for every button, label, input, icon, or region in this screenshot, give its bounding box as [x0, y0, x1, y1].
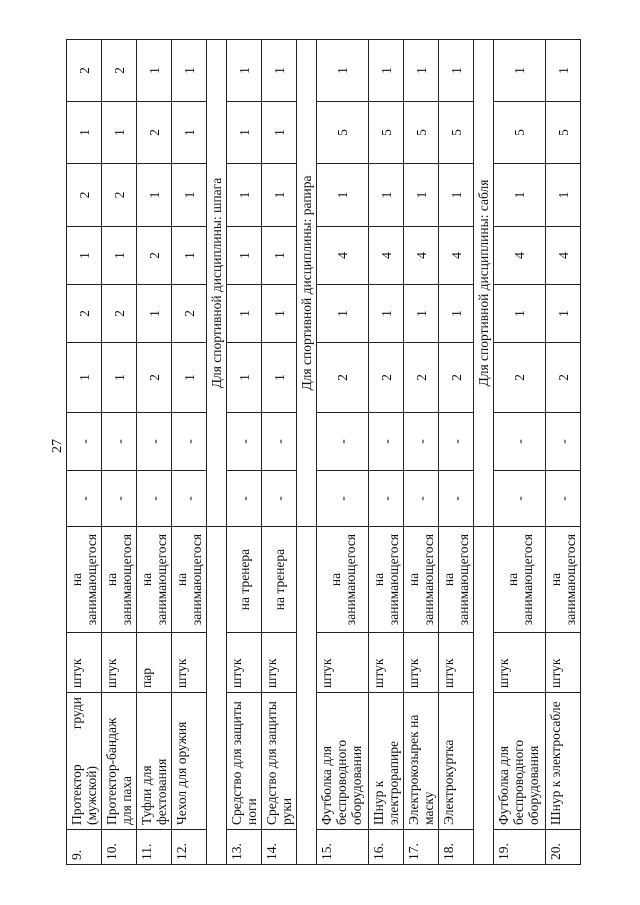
- quantity-cell: 1: [137, 40, 172, 102]
- quantity-cell: 1: [227, 285, 262, 343]
- quantity-cell: 2: [102, 285, 137, 343]
- quantity-cell: -: [404, 413, 439, 471]
- table-row: [137, 40, 172, 865]
- quantity-cell: -: [439, 413, 474, 471]
- quantity-cell: 2: [317, 343, 369, 413]
- quantity-cell: 2: [137, 343, 172, 413]
- quantity-cell: 2: [172, 285, 207, 343]
- unit: штук: [172, 633, 207, 693]
- row-number: 9.: [67, 830, 102, 865]
- quantity-cell: 1: [546, 40, 581, 102]
- quantity-cell: 1: [262, 227, 297, 285]
- quantity-cell: 2: [102, 40, 137, 102]
- quantity-cell: 1: [262, 285, 297, 343]
- quantity-cell: -: [317, 471, 369, 527]
- unit: штук: [439, 633, 474, 693]
- quantity-cell: 1: [317, 40, 369, 102]
- quantity-cell: -: [369, 413, 404, 471]
- section-title: Для спортивной дисциплины: рапира: [297, 40, 317, 527]
- equipment-table: [66, 39, 581, 865]
- table-row: [262, 40, 297, 865]
- quantity-cell: -: [369, 471, 404, 527]
- row-number: 10.: [102, 830, 137, 865]
- table-row: [546, 40, 581, 865]
- quantity-cell: 1: [67, 343, 102, 413]
- quantity-cell: -: [137, 413, 172, 471]
- table-body: [67, 40, 581, 865]
- item-name: Туфли для фехтования: [137, 693, 172, 830]
- quantity-cell: 1: [172, 343, 207, 413]
- quantity-cell: -: [262, 413, 297, 471]
- allocation: на занимающегося: [67, 527, 102, 633]
- item-name: Футболка для беспроводного оборудования: [494, 693, 546, 830]
- quantity-cell: 2: [67, 285, 102, 343]
- unit: штук: [102, 633, 137, 693]
- quantity-cell: -: [137, 471, 172, 527]
- allocation: на занимающегося: [439, 527, 474, 633]
- quantity-cell: 2: [546, 343, 581, 413]
- row-number: 15.: [317, 830, 369, 865]
- quantity-cell: -: [494, 413, 546, 471]
- quantity-cell: 1: [404, 164, 439, 227]
- unit: штук: [227, 633, 262, 693]
- quantity-cell: 1: [227, 227, 262, 285]
- quantity-cell: 1: [102, 102, 137, 164]
- item-name: Шнур к электрорапире: [369, 693, 404, 830]
- quantity-cell: 1: [172, 164, 207, 227]
- quantity-cell: -: [67, 413, 102, 471]
- quantity-cell: 1: [67, 102, 102, 164]
- quantity-cell: 1: [137, 164, 172, 227]
- quantity-cell: -: [439, 471, 474, 527]
- quantity-cell: 1: [439, 164, 474, 227]
- unit: штук: [494, 633, 546, 693]
- quantity-cell: 1: [494, 285, 546, 343]
- row-number: 19.: [494, 830, 546, 865]
- quantity-cell: 5: [404, 102, 439, 164]
- unit: штук: [317, 633, 369, 693]
- quantity-cell: 5: [546, 102, 581, 164]
- quantity-cell: 1: [317, 285, 369, 343]
- quantity-cell: -: [102, 471, 137, 527]
- allocation: на занимающегося: [137, 527, 172, 633]
- table-row: [67, 40, 102, 865]
- quantity-cell: 2: [67, 40, 102, 102]
- quantity-cell: 2: [67, 164, 102, 227]
- quantity-cell: 1: [102, 227, 137, 285]
- quantity-cell: 1: [439, 285, 474, 343]
- row-number: 17.: [404, 830, 439, 865]
- quantity-cell: 5: [317, 102, 369, 164]
- allocation: на занимающегося: [494, 527, 546, 633]
- item-name: Электрокуртка: [439, 693, 474, 830]
- allocation: на тренера: [227, 527, 262, 633]
- quantity-cell: 1: [172, 40, 207, 102]
- item-name: Футболка для беспроводного оборудования: [317, 693, 369, 830]
- section-row: [207, 40, 227, 865]
- row-number: 18.: [439, 830, 474, 865]
- quantity-cell: 4: [404, 227, 439, 285]
- page-number: 27: [50, 439, 65, 453]
- allocation: на занимающегося: [369, 527, 404, 633]
- quantity-cell: -: [546, 413, 581, 471]
- row-number: 13.: [227, 830, 262, 865]
- unit: штук: [67, 633, 102, 693]
- quantity-cell: 1: [262, 102, 297, 164]
- quantity-cell: 1: [404, 40, 439, 102]
- quantity-cell: -: [317, 413, 369, 471]
- item-name: Протектор груди (мужской): [67, 693, 102, 830]
- section-blank-cell: [297, 527, 317, 865]
- item-name: Чехол для оружия: [172, 693, 207, 830]
- quantity-cell: -: [102, 413, 137, 471]
- section-blank-cell: [207, 527, 227, 865]
- item-name: Шнур к электросабле: [546, 693, 581, 830]
- quantity-cell: 1: [494, 164, 546, 227]
- allocation: на занимающегося: [317, 527, 369, 633]
- table-row: [369, 40, 404, 865]
- quantity-cell: -: [404, 471, 439, 527]
- quantity-cell: 2: [494, 343, 546, 413]
- row-number: 12.: [172, 830, 207, 865]
- item-name: Протектор-бандаж для паха: [102, 693, 137, 830]
- unit: пар: [137, 633, 172, 693]
- quantity-cell: -: [172, 471, 207, 527]
- quantity-cell: 1: [102, 343, 137, 413]
- quantity-cell: -: [67, 471, 102, 527]
- row-number: 14.: [262, 830, 297, 865]
- quantity-cell: 2: [137, 227, 172, 285]
- quantity-cell: 1: [227, 40, 262, 102]
- quantity-cell: -: [227, 413, 262, 471]
- quantity-cell: 4: [546, 227, 581, 285]
- row-number: 11.: [137, 830, 172, 865]
- allocation: на занимающегося: [172, 527, 207, 633]
- quantity-cell: 1: [262, 343, 297, 413]
- quantity-cell: 1: [369, 164, 404, 227]
- quantity-cell: 1: [227, 343, 262, 413]
- table-row: [102, 40, 137, 865]
- item-name: Средство для защиты ноги: [227, 693, 262, 830]
- quantity-cell: 4: [439, 227, 474, 285]
- quantity-cell: 1: [137, 285, 172, 343]
- row-number: 16.: [369, 830, 404, 865]
- quantity-cell: 5: [439, 102, 474, 164]
- table-row: [317, 40, 369, 865]
- quantity-cell: 1: [227, 164, 262, 227]
- unit: штук: [262, 633, 297, 693]
- quantity-cell: 4: [494, 227, 546, 285]
- quantity-cell: 1: [369, 40, 404, 102]
- table-row: [439, 40, 474, 865]
- row-number: 20.: [546, 830, 581, 865]
- rotated-table-container: [66, 40, 640, 865]
- quantity-cell: 1: [546, 164, 581, 227]
- quantity-cell: -: [262, 471, 297, 527]
- quantity-cell: 2: [137, 102, 172, 164]
- quantity-cell: 2: [439, 343, 474, 413]
- section-row: [297, 40, 317, 865]
- table-row: [494, 40, 546, 865]
- item-name: Электрокозырек на маску: [404, 693, 439, 830]
- quantity-cell: -: [227, 471, 262, 527]
- section-title: Для спортивной дисциплины: шпага: [207, 40, 227, 527]
- quantity-cell: 1: [404, 285, 439, 343]
- section-title: Для спортивной дисциплины: сабля: [474, 40, 494, 527]
- quantity-cell: -: [172, 413, 207, 471]
- quantity-cell: 2: [102, 164, 137, 227]
- quantity-cell: 2: [404, 343, 439, 413]
- quantity-cell: -: [494, 471, 546, 527]
- section-blank-cell: [474, 527, 494, 865]
- allocation: на тренера: [262, 527, 297, 633]
- quantity-cell: 1: [546, 285, 581, 343]
- quantity-cell: 1: [172, 102, 207, 164]
- allocation: на занимающегося: [404, 527, 439, 633]
- section-row: [474, 40, 494, 865]
- table-row: [172, 40, 207, 865]
- quantity-cell: 1: [317, 164, 369, 227]
- unit: штук: [404, 633, 439, 693]
- quantity-cell: 4: [369, 227, 404, 285]
- quantity-cell: 5: [494, 102, 546, 164]
- item-name: Средство для защиты руки: [262, 693, 297, 830]
- quantity-cell: 2: [369, 343, 404, 413]
- quantity-cell: 1: [67, 227, 102, 285]
- allocation: на занимающегося: [546, 527, 581, 633]
- quantity-cell: 1: [494, 40, 546, 102]
- quantity-cell: 1: [262, 40, 297, 102]
- quantity-cell: 4: [317, 227, 369, 285]
- quantity-cell: -: [546, 471, 581, 527]
- unit: штук: [369, 633, 404, 693]
- quantity-cell: 1: [369, 285, 404, 343]
- allocation: на занимающегося: [102, 527, 137, 633]
- quantity-cell: 1: [262, 164, 297, 227]
- quantity-cell: 5: [369, 102, 404, 164]
- quantity-cell: 1: [172, 227, 207, 285]
- table-row: [227, 40, 262, 865]
- unit: штук: [546, 633, 581, 693]
- table-row: [404, 40, 439, 865]
- quantity-cell: 1: [439, 40, 474, 102]
- quantity-cell: 1: [227, 102, 262, 164]
